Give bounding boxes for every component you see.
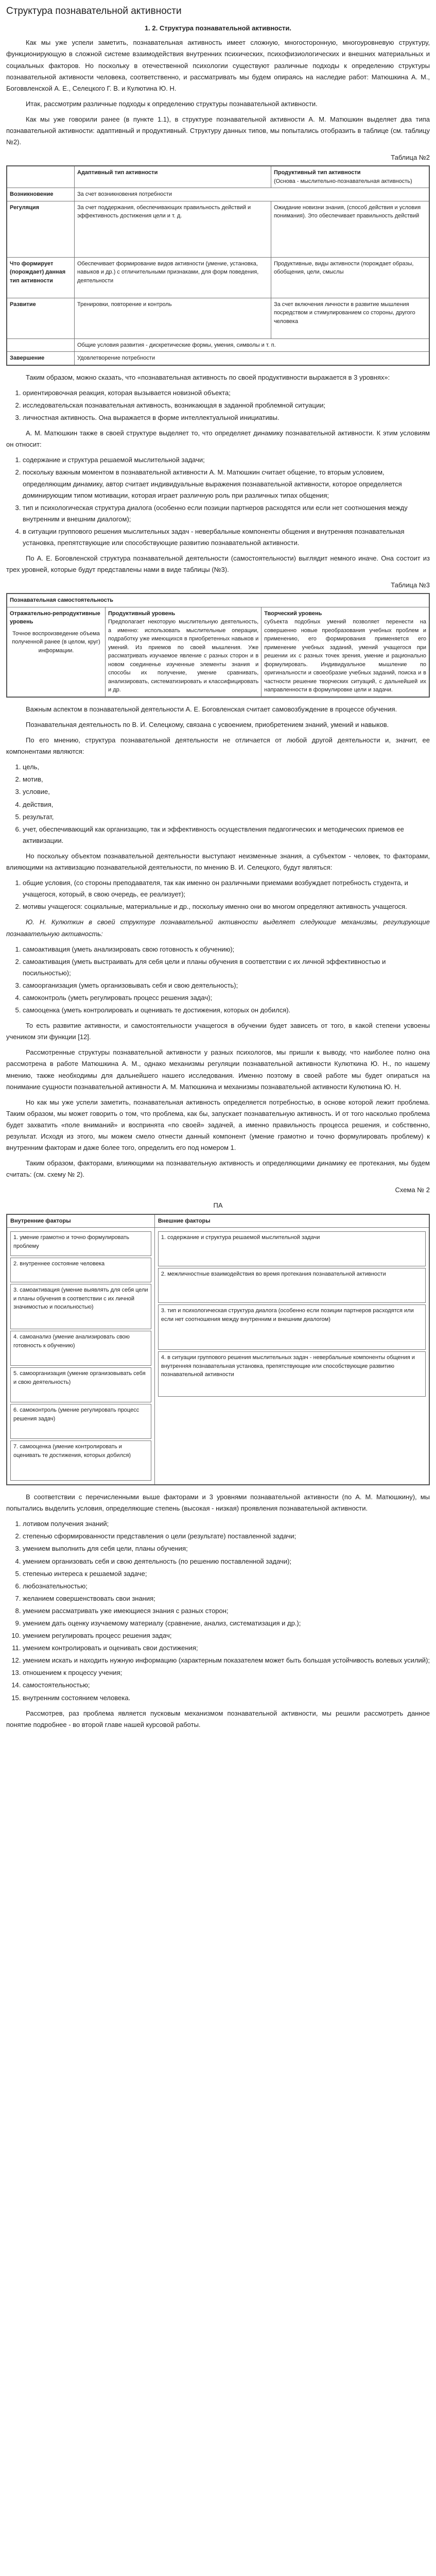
factors-list xyxy=(6,877,430,912)
table3-right-text: субъекта подобных умений позволяет перенести на совершенно новые преобразования учебных проблем и применению, его формирования применяется его применение учебных заданий, умений учащегося при решении их с разных точек зрения, умение и рационально формулировать. Индивидуальное мышление по оригинальности и своеобразие учебных заданий, поиска и в частности решение творческих ситуаций, с дальнейшей их направленности в формулировке цели и задачи. xyxy=(264,619,426,693)
table2-row-label xyxy=(7,338,75,352)
table2-header-productive: Продуктивный тип активности xyxy=(273,170,361,176)
table3-mid-text: Предполагает некоторую мыслительную деятельность, а именно: использовать мыслительные операции, подработку уже имеющихся в приобретенных навыков и умений. Из приемов по своей мышления. Уже рассматривать изучаемое явление с разных сторон и в новом соединенье изученные элементы знания и способы их получение, умение сравнивать, анализировать, систематизировать и классифицировать и др. xyxy=(108,619,259,693)
list-item: 5. результат, xyxy=(23,811,430,823)
table2-header-adaptive: Адаптивный тип активности xyxy=(75,166,271,188)
scheme-internal-item: 7. самооценка (умение контролировать и оценивать те достижения, которых добился) xyxy=(10,1440,151,1481)
scheme2 xyxy=(6,1214,430,1486)
table3 xyxy=(6,593,430,698)
table2-header-productive-cell xyxy=(271,166,429,188)
list-item: 6. учет, обеспечивающий как организацию, так и эффективность осуществления педагогических и методических приемов ее активизации. xyxy=(23,824,430,846)
list-item: 15. внутренним состоянием человека. xyxy=(23,1692,430,1704)
components-list xyxy=(6,761,430,846)
conditions-list xyxy=(6,1518,430,1703)
levels-list xyxy=(6,387,430,423)
table3-left-cell xyxy=(7,607,106,697)
table3-mid-header: Продуктивный уровень xyxy=(108,610,176,617)
notice-paragraph: Но как мы уже успели заметить, познавательная активность определяется потребностью, в основе которой лежит проблема. Таким образом, мы может говорить о том, что проблема, как бы, запускает познавательную активность. И от того насколько проблема будет захватить «поле вниманий» и воспринята «по своей» задачей, а именно правильность процесса решения, и собственно, результат. Исходя из этого, мы можем смело отнести данный компонент (умение грамотно и точно формулировать проблему) к внутренним факторам и даже более того, определить его под номером 1. xyxy=(6,1098,430,1152)
table2-label: Таблица №2 xyxy=(391,154,430,162)
table3-right-cell xyxy=(261,607,429,697)
table2-cell-adaptive: Общие условия развития - дискретические формы, умения, символы и т. п. xyxy=(75,338,430,352)
table2-row-label: Регуляция xyxy=(7,201,75,257)
scheme-title: ПА xyxy=(213,1201,223,1210)
intro-paragraph-2: Итак, рассмотрим различные подходы к определению структуры познавательной активности. xyxy=(26,99,318,108)
scheme-external-item: 1. содержание и структура решаемой мыслительной задачи xyxy=(158,1231,426,1266)
list-item: 7. желанием совершенствовать свои знания; xyxy=(23,1593,430,1604)
list-item: 2. самоактивация (уметь выстраивать для себя цели и планы обучения в соответствии с их личной эффективностью и посильностью); xyxy=(23,956,430,979)
list-item: 8. умением рассматривать уже имеющиеся знания с разных сторон; xyxy=(23,1605,430,1617)
scheme-internal-column xyxy=(7,1228,154,1485)
table2-row-label: Развитие xyxy=(7,298,75,338)
table2 xyxy=(6,165,430,366)
list-item: 10. умением регулировать процесс решения задач; xyxy=(23,1630,430,1641)
list-item: 6. любознательностью; xyxy=(23,1581,430,1592)
section-heading: 1. 2. Структура познавательной активности. xyxy=(144,24,292,32)
list-item: 4. умением организовать себя и свою деятельность (по решению поставленной задачи); xyxy=(23,1556,430,1567)
table2-cell-productive: За счет включения личности в развитие мышления посредством и стимулированием со стороны, другого человека xyxy=(271,298,429,338)
table3-left-header: Отражательно-репродуктивные уровень xyxy=(10,610,100,625)
scheme-internal-item: 3. самоактивация (умение выявлять для себя цели и планы обучения в соответствии с их личной значимостью и посильностью) xyxy=(10,1284,151,1329)
matyushkin-paragraph: А. М. Матюшкин также в своей структуре выделяет то, что определяет динамику познавательной активности. К этим условиям он относит: xyxy=(6,429,430,449)
scheme-internal-item: 5. самоорганизация (умение организовывать себя и свою деятельность) xyxy=(10,1367,151,1402)
table2-cell-adaptive: За счет поддержания, обеспечивающих правильность действий и эффективность достижения цели и т. д. xyxy=(75,201,271,257)
table2-cell-productive: Продуктивные, виды активности (порождает образы, обобщения, цели, смыслы xyxy=(271,257,429,298)
list-item: 4. действия, xyxy=(23,799,430,810)
list-item: 1. цель, xyxy=(23,761,430,773)
list-item: 1. ориентировочная реакция, которая вызывается новизной объекта; xyxy=(23,387,430,399)
list-item: 13. отношением к процессу учения; xyxy=(23,1667,430,1679)
list-item: 2. степенью сформированности представления о цели (результате) поставленной задачи; xyxy=(23,1531,430,1542)
list-item: 3. условие, xyxy=(23,786,430,798)
table2-cell-productive: Ожидание новизни знания, (способ действия и условия понимания). Это обеспечивает правильность действий xyxy=(271,201,429,257)
list-item: 11. умением контролировать и оценивать свои достижения; xyxy=(23,1642,430,1654)
scheme-internal-item: 4. самоанализ (умение анализировать свою готовность к обучению) xyxy=(10,1331,151,1366)
scheme-external-item: 4. в ситуации группового решения мыслительных задач - невербальные компоненты общения и внутренняя познавательная установка, препятствующие или способствующие развитию познавательной активности xyxy=(158,1351,426,1397)
final-paragraph: В соответствии с перечисленными выше факторами и 3 уровнями познавательной активности (по А. М. Матюшкину), мы попытались выделить условия, определяющие степень (высокая - низкая) проявления познавательной активности. xyxy=(6,1493,430,1513)
dynamics-list xyxy=(6,454,430,549)
list-item: 4. в ситуации группового решения мыслительных задач - невербальные компоненты общения и внутренняя познавательная установка, препятствующие или способствующие развитию познавательной активности. xyxy=(23,526,430,549)
scheme-label: Схема № 2 xyxy=(395,1186,430,1194)
list-item: 3. умением выполнить для себя цели, планы обучения; xyxy=(23,1543,430,1554)
list-item: 1. самоактивация (уметь анализировать свою готовность к обучению); xyxy=(23,944,430,955)
intro-paragraph-3: Как мы уже говорили ранее (в пункте 1.1), в структуре познавательной активности А. М. Матюшкин выделяет два типа познавательной активности: адаптивный и продуктивный. Структуру данных типов, мы попытались отобразить в таблице (см. таблицу №2). xyxy=(6,115,430,146)
table2-row-label: Возникновение xyxy=(7,188,75,201)
table3-label: Таблица №3 xyxy=(391,581,430,589)
list-item: 2. мотив, xyxy=(23,774,430,785)
object-paragraph: Но поскольку объектом познавательной деятельности выступают неизменные знания, а субъектом - человек, то факторами, влияющими на активизацию познавательной деятельности, по мнению В. И. Селецкого, будут являться: xyxy=(6,852,430,872)
list-item: 3. тип и психологическая структура диалога (особенно если позиции партнеров расходятся или если нет соотношения между внутренним и внешним диалогом); xyxy=(23,502,430,525)
table2-cell-adaptive: Удовлетворение потребности xyxy=(75,352,430,365)
activity-paragraph: То есть развитие активности, и самостоятельности учащегося в обучении будет зависеть от того, в какой степени усвоены учеником эти функции [12]. xyxy=(6,1022,430,1041)
list-item: 1. лотивом получения знаний; xyxy=(23,1518,430,1530)
scheme-external-item: 2. межличностные взаимодействия во время протекания познавательной активности xyxy=(158,1268,426,1303)
scheme-internal-header: Внутренние факторы xyxy=(7,1214,154,1228)
list-item: 14. самостоятельностью; xyxy=(23,1680,430,1691)
para-after-table2: Таким образом, можно сказать, что «познавательная активность по своей продуктивности выражается в 3 уровнях»: xyxy=(26,373,390,381)
mechanisms-list xyxy=(6,944,430,1016)
scheme-internal-item: 2. внутреннее состояние человека xyxy=(10,1258,151,1282)
scheme-external-item: 3. тип и психологическая структура диалога (особенно если позиции партнеров расходятся или если нет соотношения между внутренним и внешним диалогом) xyxy=(158,1304,426,1350)
table3-title: Познавательная самостоятельность xyxy=(7,594,429,607)
table2-cell-adaptive: Тренировки, повторение и контроль xyxy=(75,298,271,338)
scheme-external-header: Внешние факторы xyxy=(154,1214,429,1228)
table3-right-header: Творческий уровень xyxy=(264,610,322,617)
aspect-paragraph: Важным аспектом в познавательной деятельности А. Е. Боговленская считает самовозбуждение в процессе обучения. xyxy=(26,705,397,713)
list-item: 2. исследовательская познавательная активность, возникающая в заданной проблемной ситуации; xyxy=(23,400,430,411)
list-item: 3. самоорганизация (уметь организовывать себя и свою деятельность); xyxy=(23,980,430,991)
table2-row-label: Завершение xyxy=(7,352,75,365)
kulyutkin-paragraph: Ю. Н. Кулюткин в своей структуре познавательной активности выделяет следующие механизмы, регулирующие познавательную активность: xyxy=(6,918,430,938)
table3-left-text: Точное воспроизведение объема полученной ранее (в целом, круг) информации. xyxy=(12,630,100,654)
closing-paragraph: Рассмотрев, раз проблема является пусковым механизмом познавательной активности, мы решили рассмотреть данное понятие подробнее - во второй главе нашей курсовой работы. xyxy=(6,1709,430,1728)
list-item: 2. поскольку важным моментом в познавательной активности А. М. Матюшкин считает общение, то вторым условием, определяющим динамику, автор считает индивидуальные выражения познавательной активности, которое определяется доминирующим типом мотивации, которая играет различную роль при различных типах общения; xyxy=(23,467,430,501)
components-intro: По его мнению, структура познавательной деятельности не отличается от любой другой деятельности и, значит, ее компонентами являются: xyxy=(6,736,430,756)
table2-cell-adaptive: Обеспечивает формирование видов активности (умение, установка, навыков и др.) с отличительными признаками, для форм поведения, деятельности xyxy=(75,257,271,298)
table2-header-note: (Основа - мыслительно-познавательная активность) xyxy=(273,178,412,184)
list-item: 5. самооценка (уметь контролировать и оценивать те достижения, которых он добился). xyxy=(23,1005,430,1016)
list-item: 1. содержание и структура решаемой мыслительной задачи; xyxy=(23,454,430,466)
table2-row-label: Что формирует (порождает) данная тип активности xyxy=(7,257,75,298)
table2-header-empty xyxy=(7,166,75,188)
seletsky-paragraph: Познавательная деятельность по В. И. Селецкому, связана с усвоением, приобретением знаний, умений и навыков. xyxy=(26,721,389,729)
list-item: 5. степенью интереса к решаемой задаче; xyxy=(23,1568,430,1580)
factors-scheme-paragraph: Таким образом, факторами, влияющими на познавательную активность и определяющими динамику ее протекания, мы будем считать: (см. схему № 2). xyxy=(6,1159,430,1179)
scheme-internal-item: 1. умение грамотно и точно формулировать проблему xyxy=(10,1231,151,1256)
list-item: 2. мотивы учащегося: социальные, материальные и др., поскольку именно они во многом определяют активность учащегося. xyxy=(23,901,430,912)
list-item: 4. самоконтроль (уметь регулировать процесс решения задач); xyxy=(23,992,430,1004)
reviewed-paragraph: Рассмотренные структуры познавательной активности у разных психологов, мы пришли к выводу, что наиболее полно она рассмотрена в работе Матюшкина А. М., однако механизмы регуляции познавательной активности Кулюткина Ю. Н., по нашему мнению, также необходимы для дальнейшего нашего исследования. Именно поэтому в своей работе мы будет опираться на понимание сущности познавательной активности А. М. Матюшкина и механизмы познавательной активности Кулюткина Ю. Н. xyxy=(6,1048,430,1091)
scheme-internal-item: 6. самоконтроль (умение регулировать процесс решения задач) xyxy=(10,1404,151,1439)
table2-cell-adaptive: За счет возникновения потребности xyxy=(75,188,430,201)
page-title: Структура познавательной активности xyxy=(6,6,182,16)
list-item: 9. умением дать оценку изучаемому материалу (сравнение, анализ, систематизация и др.); xyxy=(23,1618,430,1629)
list-item: 1. общие условия, (со стороны преподавателя, так как именно он различными приемами возбуждает потребность студента, и учащегося, который, в свою очередь, ее реализует); xyxy=(23,877,430,900)
list-item: 12. умением искать и находить нужную информацию (характерным показателем может быть большая устойчивость волевых усилий); xyxy=(23,1655,430,1666)
list-item: 3. личностная активность. Она выражается в форме интеллектуальной инициативы. xyxy=(23,412,430,423)
table3-mid-cell xyxy=(106,607,261,697)
scheme-external-column xyxy=(154,1228,429,1485)
intro-paragraph-1: Как мы уже успели заметить, познавательная активность имеет сложную, многосторонную, многоуровневую структуру, функционирующую в сложной системе взаимодействия внутренних психических, психофизиологических и внешних материальных и социальных факторов. Но поскольку в отечественной психологии существуют различные подходы к определению структуры познавательной активности человека, соответственно, и рассматривать мы будем опираясь на наследие работ: Матюшкина А. М., Боговвленской А. Е., Селецкого Г. В. и Кулютина Ю. Н. xyxy=(6,39,430,92)
bogoyavlenskaya-paragraph: По А. Е. Боговленской структура познавательной деятельности (самостоятельности) выглядит немного иначе. Она состоит из трех уровней, которые будут представлены нами в виде таблицы (№3). xyxy=(6,554,430,574)
